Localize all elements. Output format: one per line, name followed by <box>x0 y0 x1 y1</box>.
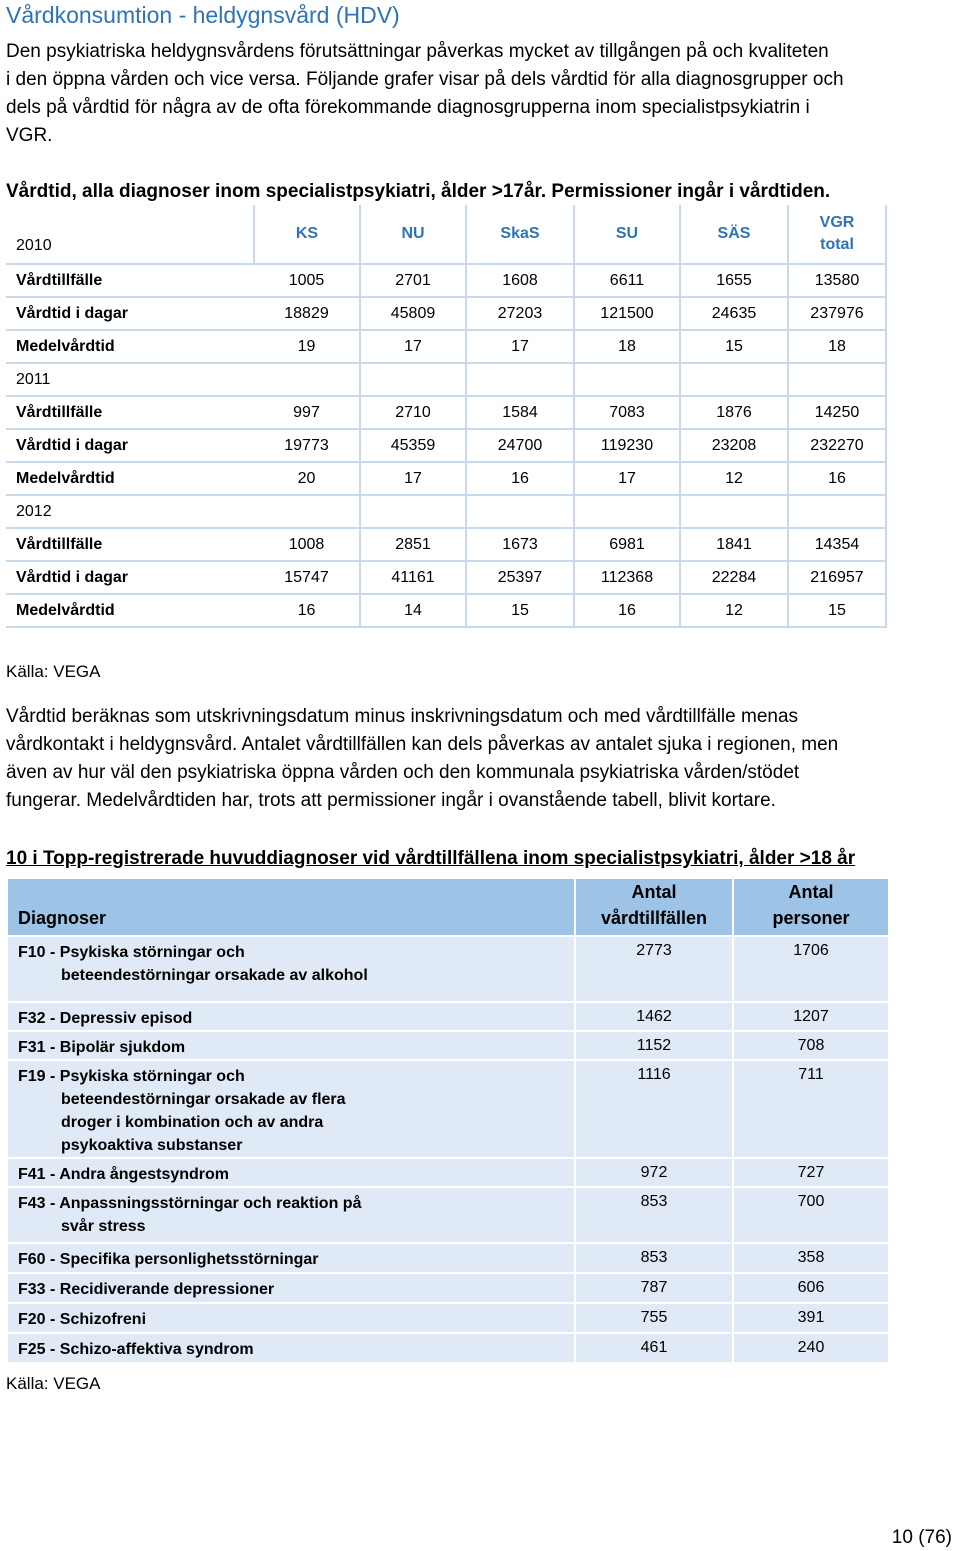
table2-heading: 10 i Topp-registrerade huvuddiagnoser vid vårdtillfällena inom specialistpsykiatri, ålder >18 år <box>6 848 856 869</box>
episodes-count: 1116 <box>575 1060 733 1158</box>
table-row <box>6 528 886 561</box>
value-cell: 45359 <box>360 429 466 462</box>
table2-header-row <box>7 878 889 936</box>
persons-count: 391 <box>733 1303 889 1333</box>
top-diagnoses-table <box>6 877 890 1364</box>
episodes-count: 2773 <box>575 936 733 1002</box>
row-label: Vårdtid i dagar <box>6 297 254 330</box>
diagnosis-line: F20 - Schizofreni <box>18 1311 147 1328</box>
diagnosis-line: F60 - Specifika personlighetsstörningar <box>18 1251 319 1268</box>
value-cell: 19 <box>254 330 360 363</box>
diagnosis-line: beteendestörningar orsakade av flera <box>61 1091 346 1108</box>
diagnosis-line: F19 - Psykiska störningar och <box>18 1068 245 1085</box>
diagnosis-line: F43 - Anpassningsstörningar och reaktion på <box>18 1195 362 1212</box>
value-cell: 232270 <box>788 429 886 462</box>
episodes-count: 787 <box>575 1273 733 1303</box>
value-cell: 2710 <box>360 396 466 429</box>
value-cell: 16 <box>466 462 574 495</box>
empty-cell <box>466 495 574 528</box>
value-cell: 216957 <box>788 561 886 594</box>
col-ks: KS <box>254 205 360 264</box>
value-cell: 1005 <box>254 264 360 297</box>
diagnosis-cell <box>7 1031 575 1060</box>
value-cell: 7083 <box>574 396 680 429</box>
year-2010: 2010 <box>6 205 254 264</box>
table-row <box>6 264 886 297</box>
col-su: SU <box>574 205 680 264</box>
empty-cell <box>788 363 886 396</box>
col-sas: SÄS <box>680 205 788 264</box>
diagnosis-cell <box>7 1187 575 1243</box>
col-nu: NU <box>360 205 466 264</box>
persons-count: 1706 <box>733 936 889 1002</box>
table-row <box>7 1333 889 1363</box>
value-cell: 6981 <box>574 528 680 561</box>
table-row <box>7 1060 889 1158</box>
value-cell: 18 <box>788 330 886 363</box>
paragraph-line-3: även av hur väl den psykiatriska öppna vården och den kommunala psykiatriska vården/stödet <box>6 762 800 783</box>
diagnosis-cell <box>7 1243 575 1273</box>
diagnosis-line: F32 - Depressiv episod <box>18 1010 193 1027</box>
value-cell: 1008 <box>254 528 360 561</box>
value-cell: 17 <box>360 462 466 495</box>
value-cell: 24635 <box>680 297 788 330</box>
value-cell: 2851 <box>360 528 466 561</box>
empty-cell <box>360 363 466 396</box>
value-cell: 997 <box>254 396 360 429</box>
empty-cell <box>574 495 680 528</box>
diagnosis-line: svår stress <box>61 1218 146 1235</box>
value-cell: 12 <box>680 594 788 627</box>
header-diagnoser: Diagnoser <box>7 878 575 936</box>
value-cell: 23208 <box>680 429 788 462</box>
persons-count: 1207 <box>733 1002 889 1031</box>
row-label: Vårdtid i dagar <box>6 561 254 594</box>
intro-line-4: VGR. <box>6 125 53 146</box>
year-label: 2011 <box>6 363 254 396</box>
empty-cell <box>466 363 574 396</box>
persons-count: 727 <box>733 1158 889 1187</box>
value-cell: 17 <box>360 330 466 363</box>
paragraph-line-1: Vårdtid beräknas som utskrivningsdatum minus inskrivningsdatum och med vårdtillfälle menas <box>6 706 799 727</box>
empty-cell <box>680 363 788 396</box>
header-antal-vardtillfallen <box>575 878 733 936</box>
episodes-count: 853 <box>575 1243 733 1273</box>
value-cell: 22284 <box>680 561 788 594</box>
episodes-count: 853 <box>575 1187 733 1243</box>
value-cell: 16 <box>788 462 886 495</box>
header-p-line-2: personer <box>772 908 850 928</box>
table1-header-row <box>6 205 886 264</box>
value-cell: 16 <box>254 594 360 627</box>
table-row <box>6 297 886 330</box>
value-cell: 2701 <box>360 264 466 297</box>
diagnosis-line: F41 - Andra ångestsyndrom <box>18 1166 230 1183</box>
table-row <box>7 1303 889 1333</box>
table-row <box>7 1243 889 1273</box>
diagnosis-cell <box>7 1333 575 1363</box>
episodes-count: 1462 <box>575 1002 733 1031</box>
table-row <box>7 1002 889 1031</box>
persons-count: 711 <box>733 1060 889 1158</box>
diagnosis-line: F31 - Bipolär sjukdom <box>18 1039 186 1056</box>
value-cell: 12 <box>680 462 788 495</box>
table2-source: Källa: VEGA <box>6 1374 101 1393</box>
paragraph-line-2: vårdkontakt i heldygnsvård. Antalet vårdtillfällen kan dels påverkas av antalet sjuka i regionen, men <box>6 734 839 755</box>
diagnosis-cell <box>7 1060 575 1158</box>
value-cell: 119230 <box>574 429 680 462</box>
value-cell: 18829 <box>254 297 360 330</box>
header-p-line-1: Antal <box>788 882 834 902</box>
intro-line-3: dels på vårdtid för några av de ofta förekommande diagnosgrupperna inom specialistpsykiatrin i <box>6 97 810 118</box>
table-row <box>7 1031 889 1060</box>
value-cell: 15 <box>788 594 886 627</box>
header-antal-personer <box>733 878 889 936</box>
row-label: Medelvårdtid <box>6 462 254 495</box>
col-total-label: total <box>820 236 854 253</box>
episodes-count: 1152 <box>575 1031 733 1060</box>
table-row <box>7 1273 889 1303</box>
row-label: Medelvårdtid <box>6 330 254 363</box>
value-cell: 25397 <box>466 561 574 594</box>
value-cell: 24700 <box>466 429 574 462</box>
persons-count: 700 <box>733 1187 889 1243</box>
year-label: 2012 <box>6 495 254 528</box>
diagnosis-line: psykoaktiva substanser <box>61 1137 243 1154</box>
empty-cell <box>680 495 788 528</box>
table-row <box>6 396 886 429</box>
table-row <box>7 1187 889 1243</box>
value-cell: 1841 <box>680 528 788 561</box>
col-skas: SkaS <box>466 205 574 264</box>
value-cell: 17 <box>574 462 680 495</box>
value-cell: 45809 <box>360 297 466 330</box>
episodes-count: 755 <box>575 1303 733 1333</box>
value-cell: 41161 <box>360 561 466 594</box>
value-cell: 1876 <box>680 396 788 429</box>
page-title: Vårdkonsumtion - heldygnsvård (HDV) <box>6 2 400 28</box>
empty-cell <box>254 495 360 528</box>
table1-heading: Vårdtid, alla diagnoser inom specialistpsykiatri, ålder >17år. Permissioner ingår i vårdtiden. <box>6 181 831 202</box>
value-cell: 15 <box>466 594 574 627</box>
value-cell: 19773 <box>254 429 360 462</box>
table-row <box>7 936 889 1002</box>
episodes-count: 461 <box>575 1333 733 1363</box>
value-cell: 17 <box>466 330 574 363</box>
value-cell: 1584 <box>466 396 574 429</box>
diagnosis-cell <box>7 1002 575 1031</box>
table1-source: Källa: VEGA <box>6 662 101 681</box>
row-label: Medelvårdtid <box>6 594 254 627</box>
table-row <box>6 561 886 594</box>
table-row <box>7 1158 889 1187</box>
persons-count: 708 <box>733 1031 889 1060</box>
table-row <box>6 594 886 627</box>
value-cell: 1673 <box>466 528 574 561</box>
row-label: Vårdtillfälle <box>6 528 254 561</box>
empty-cell <box>788 495 886 528</box>
value-cell: 14 <box>360 594 466 627</box>
page-number: 10 (76) <box>891 1527 952 1548</box>
value-cell: 121500 <box>574 297 680 330</box>
value-cell: 15747 <box>254 561 360 594</box>
row-label: Vårdtid i dagar <box>6 429 254 462</box>
empty-cell <box>360 495 466 528</box>
row-label: Vårdtillfälle <box>6 396 254 429</box>
intro-line-1: Den psykiatriska heldygnsvårdens förutsättningar påverkas mycket av tillgången på och kvaliteten <box>6 41 829 62</box>
value-cell: 14354 <box>788 528 886 561</box>
diagnosis-cell <box>7 1273 575 1303</box>
table-row <box>6 462 886 495</box>
diagnosis-line: beteendestörningar orsakade av alkohol <box>61 967 368 984</box>
value-cell: 1608 <box>466 264 574 297</box>
empty-cell <box>254 363 360 396</box>
value-cell: 237976 <box>788 297 886 330</box>
value-cell: 14250 <box>788 396 886 429</box>
episodes-count: 972 <box>575 1158 733 1187</box>
empty-cell <box>574 363 680 396</box>
table-row <box>6 330 886 363</box>
value-cell: 13580 <box>788 264 886 297</box>
year-row <box>6 495 886 528</box>
value-cell: 18 <box>574 330 680 363</box>
value-cell: 112368 <box>574 561 680 594</box>
diagnosis-cell <box>7 1158 575 1187</box>
diagnosis-line: F25 - Schizo-affektiva syndrom <box>18 1341 254 1358</box>
header-vt-line-2: vårdtillfällen <box>600 908 708 928</box>
diagnosis-line: F10 - Psykiska störningar och <box>18 944 245 961</box>
paragraph-line-4: fungerar. Medelvårdtiden har, trots att permissioner ingår i ovanstående tabell, blivit kortare. <box>6 790 776 811</box>
diagnosis-cell <box>7 1303 575 1333</box>
table1-body <box>6 264 886 627</box>
persons-count: 358 <box>733 1243 889 1273</box>
value-cell: 16 <box>574 594 680 627</box>
value-cell: 15 <box>680 330 788 363</box>
year-row <box>6 363 886 396</box>
diagnosis-line: droger i kombination och av andra <box>61 1114 324 1131</box>
value-cell: 6611 <box>574 264 680 297</box>
diagnosis-line: F33 - Recidiverande depressioner <box>18 1281 275 1298</box>
col-vgr-label: VGR <box>819 214 855 231</box>
table2-body <box>7 936 889 1363</box>
col-vgr-total <box>788 205 886 264</box>
persons-count: 606 <box>733 1273 889 1303</box>
value-cell: 20 <box>254 462 360 495</box>
value-cell: 1655 <box>680 264 788 297</box>
intro-line-2: i den öppna vården och vice versa. Följande grafer visar på dels vårdtid för alla diagnosgrupper och <box>6 69 844 90</box>
care-time-table <box>6 205 887 628</box>
row-label: Vårdtillfälle <box>6 264 254 297</box>
persons-count: 240 <box>733 1333 889 1363</box>
header-vt-line-1: Antal <box>631 882 677 902</box>
value-cell: 27203 <box>466 297 574 330</box>
table-row <box>6 429 886 462</box>
diagnosis-cell <box>7 936 575 1002</box>
